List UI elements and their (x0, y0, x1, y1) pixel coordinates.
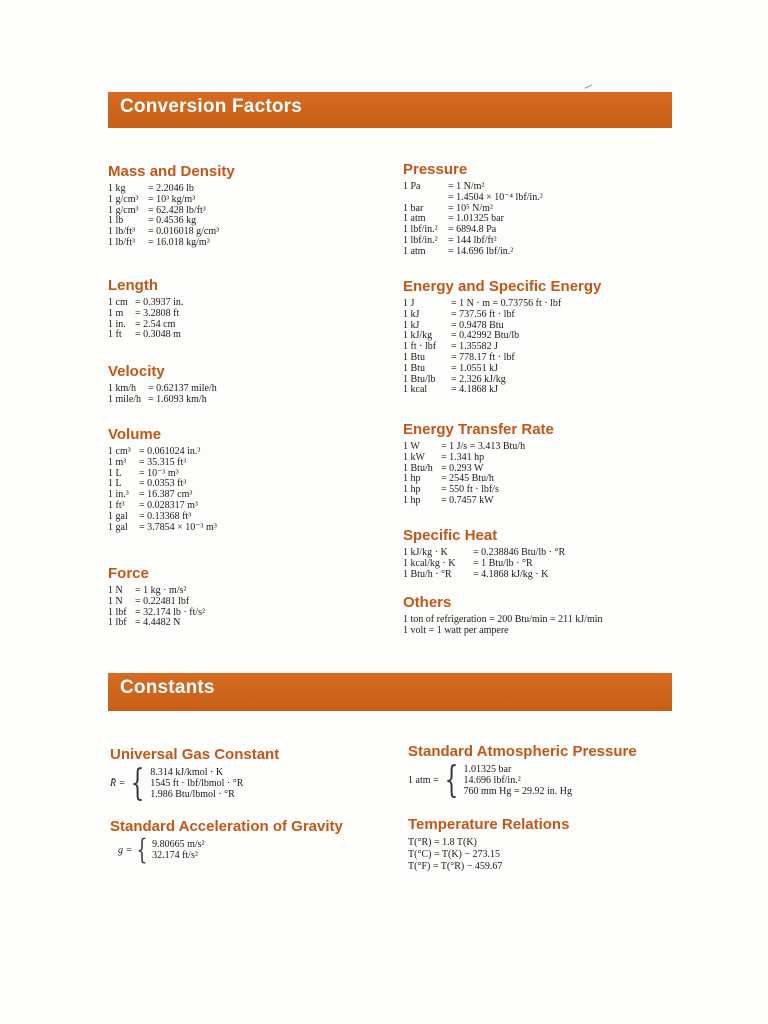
unit-equivalent: = 1 kg · m/s² (135, 585, 187, 596)
unit-label: 1 hp (403, 494, 421, 506)
gas-constant-symbol: R̄ = (110, 778, 126, 789)
temp-relation: T(°F) = T(°R) − 459.67 (408, 861, 503, 872)
unit-label: 1 lbf/in.² (403, 234, 438, 246)
unit-equivalent: = 6894.8 Pa (448, 224, 497, 236)
unit-label: 1 g/cm³ (108, 204, 139, 216)
atm-value: 14.696 lbf/in.² (463, 775, 521, 786)
conversion-row (403, 385, 601, 396)
unit-equivalent: = 0.0353 ft³ (139, 478, 187, 490)
gas-constant-value: 8.314 kJ/kmol · K (150, 767, 224, 778)
unit-equivalent: = 0.4536 kg (148, 215, 197, 227)
unit-equivalent: = 1 N/m² (448, 181, 485, 192)
gravity-section (110, 818, 343, 866)
unit-label: 1 atm (403, 245, 426, 257)
conversion-row (108, 523, 217, 534)
unit-label: 1 in.³ (108, 489, 129, 501)
unit-equivalent: = 16.018 kg/m³ (148, 236, 210, 248)
mass-density-section (108, 163, 235, 249)
unit-label: 1 lbf (108, 606, 127, 618)
unit-label: 1 kg (108, 183, 126, 194)
unit-equivalent: = 4.1868 kJ/kg · K (473, 568, 549, 580)
section-heading: Others (403, 594, 452, 611)
unit-equivalent: = 3.2808 ft (135, 307, 180, 319)
gravity-value: 32.174 ft/s² (152, 850, 198, 861)
unit-label: 1 N (108, 585, 123, 596)
conversion-row (108, 597, 205, 608)
atm-symbol: 1 atm = (408, 775, 439, 786)
unit-label: 1 kcal (403, 384, 428, 396)
temp-relation: T(°R) = 1.8 T(K) (408, 837, 477, 848)
unit-label: 1 kcal/kg · K (403, 557, 456, 569)
unit-label: 1 cm (108, 297, 128, 308)
unit-label: 1 atm (403, 213, 426, 225)
brace-icon: { (444, 759, 458, 801)
unit-label: 1 bar (403, 202, 424, 214)
unit-label: 1 N (108, 595, 123, 607)
unit-label: 1 kJ (403, 308, 420, 320)
banner-title: Conversion Factors (120, 96, 303, 117)
unit-label: 1 Btu/lb (403, 373, 436, 385)
others-row: 1 ton of refrigeration = 200 Btu/min = 211 kJ/min (403, 614, 603, 625)
conversion-row (403, 353, 601, 364)
unit-equivalent: = 0.13368 ft³ (139, 510, 192, 522)
unit-label: 1 hp (403, 484, 421, 496)
atm-value: 760 mm Hg = 29.92 in. Hg (463, 786, 572, 797)
unit-label: 1 Pa (403, 181, 421, 192)
section-heading: Energy and Specific Energy (403, 278, 602, 295)
unit-label: 1 m³ (108, 456, 127, 468)
pen-mark (585, 84, 594, 91)
unit-label: 1 Btu (403, 362, 425, 374)
conversion-row (108, 195, 235, 206)
unit-equivalent: = 0.293 W (441, 462, 484, 474)
conversion-row (108, 238, 235, 249)
unit-equivalent: = 16.387 cm³ (139, 489, 193, 501)
unit-equivalent: = 2.326 kJ/kg (451, 373, 506, 385)
conversion-row (403, 364, 601, 375)
atm-pressure-section (408, 743, 637, 801)
unit-equivalent: = 2.2046 lb (148, 183, 194, 194)
unit-equivalent: = 0.22481 lbf (135, 595, 190, 607)
energy-transfer-section (403, 421, 554, 507)
unit-label: 1 kJ/kg (403, 330, 433, 342)
unit-equivalent: = 1.4504 × 10⁻⁴ lbf/in.² (448, 191, 543, 203)
unit-equivalent: = 144 lbf/ft² (448, 234, 497, 246)
unit-equivalent: = 737.56 ft · lbf (451, 308, 515, 320)
conversion-row (403, 496, 554, 507)
unit-label: 1 ft (108, 329, 122, 341)
unit-equivalent: = 550 ft · lbf/s (441, 484, 499, 496)
unit-label: 1 L (108, 478, 122, 490)
unit-label: 1 mile/h (108, 393, 142, 405)
unit-label: 1 Btu/h · °R (403, 568, 452, 580)
unit-equivalent: = 0.42992 Btu/lb (451, 330, 520, 342)
conversion-factors-banner (108, 92, 672, 128)
atm-value: 1.01325 bar (463, 764, 512, 775)
unit-equivalent: = 32.174 lb · ft/s² (135, 606, 206, 618)
gas-constant-value: 1.986 Btu/lbmol · °R (150, 789, 235, 800)
unit-equivalent: = 1 N · m = 0.73756 ft · lbf (451, 298, 562, 309)
unit-label: 1 kW (403, 451, 425, 463)
conversion-row (403, 570, 565, 581)
unit-label: 1 J (403, 298, 415, 309)
unit-equivalent: = 0.238846 Btu/lb · °R (473, 547, 566, 558)
brace-icon: { (136, 833, 148, 866)
conversion-row (403, 193, 543, 204)
conversion-row (403, 310, 601, 321)
length-section (108, 277, 183, 341)
unit-label: 1 lb/ft³ (108, 226, 136, 238)
unit-equivalent: = 0.9478 Btu (451, 319, 504, 331)
unit-equivalent: = 4.1868 kJ (451, 384, 499, 396)
conversion-row (108, 395, 217, 406)
unit-label: 1 hp (403, 473, 421, 485)
unit-label: 1 lb (108, 215, 124, 227)
unit-label: 1 Btu (403, 351, 425, 363)
gravity-symbol: g = (118, 844, 133, 856)
unit-equivalent: = 1.35582 J (451, 341, 499, 353)
unit-equivalent: = 0.028317 m³ (139, 499, 198, 511)
unit-label: 1 in. (108, 318, 126, 330)
unit-equivalent: = 62.428 lb/ft³ (148, 204, 206, 216)
velocity-section (108, 363, 217, 406)
conversion-row (108, 458, 217, 469)
unit-equivalent: = 778.17 ft · lbf (451, 351, 515, 363)
unit-equivalent: = 0.3048 m (135, 329, 181, 341)
unit-equivalent: = 10³ kg/m³ (148, 193, 196, 205)
constants-banner (108, 673, 672, 711)
unit-equivalent: = 1.0551 kJ (451, 362, 499, 374)
unit-equivalent: = 0.016018 g/cm³ (148, 226, 220, 238)
unit-equivalent: = 0.061024 in.³ (139, 446, 201, 457)
section-heading: Specific Heat (403, 527, 498, 544)
unit-equivalent: = 2.54 cm (135, 318, 176, 330)
conversion-row (108, 618, 205, 629)
gas-constant-value: 1545 ft · lbf/lbmol · °R (150, 778, 244, 789)
unit-label: 1 lb/ft³ (108, 236, 136, 248)
unit-equivalent: = 1.01325 bar (448, 213, 504, 225)
conversion-row (108, 330, 183, 341)
section-heading: Universal Gas Constant (110, 746, 280, 763)
unit-equivalent: = 0.62137 mile/h (148, 383, 217, 394)
conversion-row (403, 453, 554, 464)
unit-label: 1 kJ (403, 319, 420, 331)
others-section (403, 594, 603, 637)
unit-label (403, 193, 448, 204)
unit-label: 1 ft · lbf (403, 341, 437, 353)
unit-equivalent: = 35.315 ft³ (139, 456, 187, 468)
specific-heat-section (403, 527, 565, 580)
force-section (108, 565, 205, 629)
section-heading: Pressure (403, 161, 468, 178)
unit-equivalent: = 14.696 lbf/in.² (448, 245, 514, 257)
temperature-section (408, 816, 569, 873)
unit-equivalent: = 4.4482 N (135, 617, 181, 629)
conversion-row (108, 512, 217, 523)
unit-label: 1 gal (108, 521, 128, 533)
unit-label: 1 kJ/kg · K (403, 547, 448, 558)
unit-equivalent: = 0.7457 kW (441, 494, 494, 506)
unit-label: 1 ft³ (108, 499, 125, 511)
unit-label: 1 lbf/in.² (403, 224, 438, 236)
unit-equivalent: = 1.6093 km/h (148, 393, 207, 405)
energy-section (403, 278, 601, 396)
section-heading: Volume (108, 426, 162, 443)
banner-title: Constants (120, 677, 215, 698)
volume-section (108, 426, 217, 533)
unit-label: 1 Btu/h (403, 462, 433, 474)
conversion-row (403, 247, 543, 258)
section-heading: Standard Acceleration of Gravity (110, 818, 343, 835)
unit-equivalent: = 1.341 hp (441, 451, 485, 463)
gas-constant-section (110, 746, 280, 804)
temp-relation: T(°C) = T(K) − 273.15 (408, 849, 501, 860)
unit-label: 1 L (108, 467, 122, 479)
pressure-section (403, 161, 543, 258)
section-heading: Length (108, 277, 158, 294)
unit-label: 1 km/h (108, 383, 137, 394)
unit-equivalent: = 2545 Btu/h (441, 473, 494, 485)
unit-equivalent: = 10⁻³ m³ (139, 467, 179, 479)
section-heading: Mass and Density (108, 163, 235, 180)
unit-equivalent: = 3.7854 × 10⁻³ m³ (139, 521, 217, 533)
conversion-row (403, 559, 565, 570)
gravity-value: 9.80665 m/s² (152, 839, 205, 850)
unit-equivalent: = 0.3937 in. (135, 297, 184, 308)
unit-label: 1 gal (108, 510, 128, 522)
unit-equivalent: = 1 Btu/lb · °R (473, 557, 533, 569)
section-heading: Temperature Relations (408, 816, 570, 833)
unit-equivalent: = 1 J/s = 3.413 Btu/h (441, 441, 526, 452)
unit-label: 1 W (403, 441, 420, 452)
brace-icon: { (130, 762, 145, 804)
section-heading: Force (108, 565, 149, 582)
unit-label: 1 g/cm³ (108, 193, 139, 205)
others-row: 1 volt = 1 watt per ampere (403, 624, 509, 636)
unit-label: 1 m (108, 307, 124, 319)
unit-label: 1 lbf (108, 617, 127, 629)
section-heading: Standard Atmospheric Pressure (408, 743, 637, 760)
section-heading: Velocity (108, 363, 165, 380)
conversion-row (108, 309, 183, 320)
conversion-row (403, 375, 601, 386)
unit-equivalent: = 10⁵ N/m² (448, 202, 493, 214)
unit-label: 1 cm³ (108, 446, 131, 457)
section-heading: Energy Transfer Rate (403, 421, 554, 438)
